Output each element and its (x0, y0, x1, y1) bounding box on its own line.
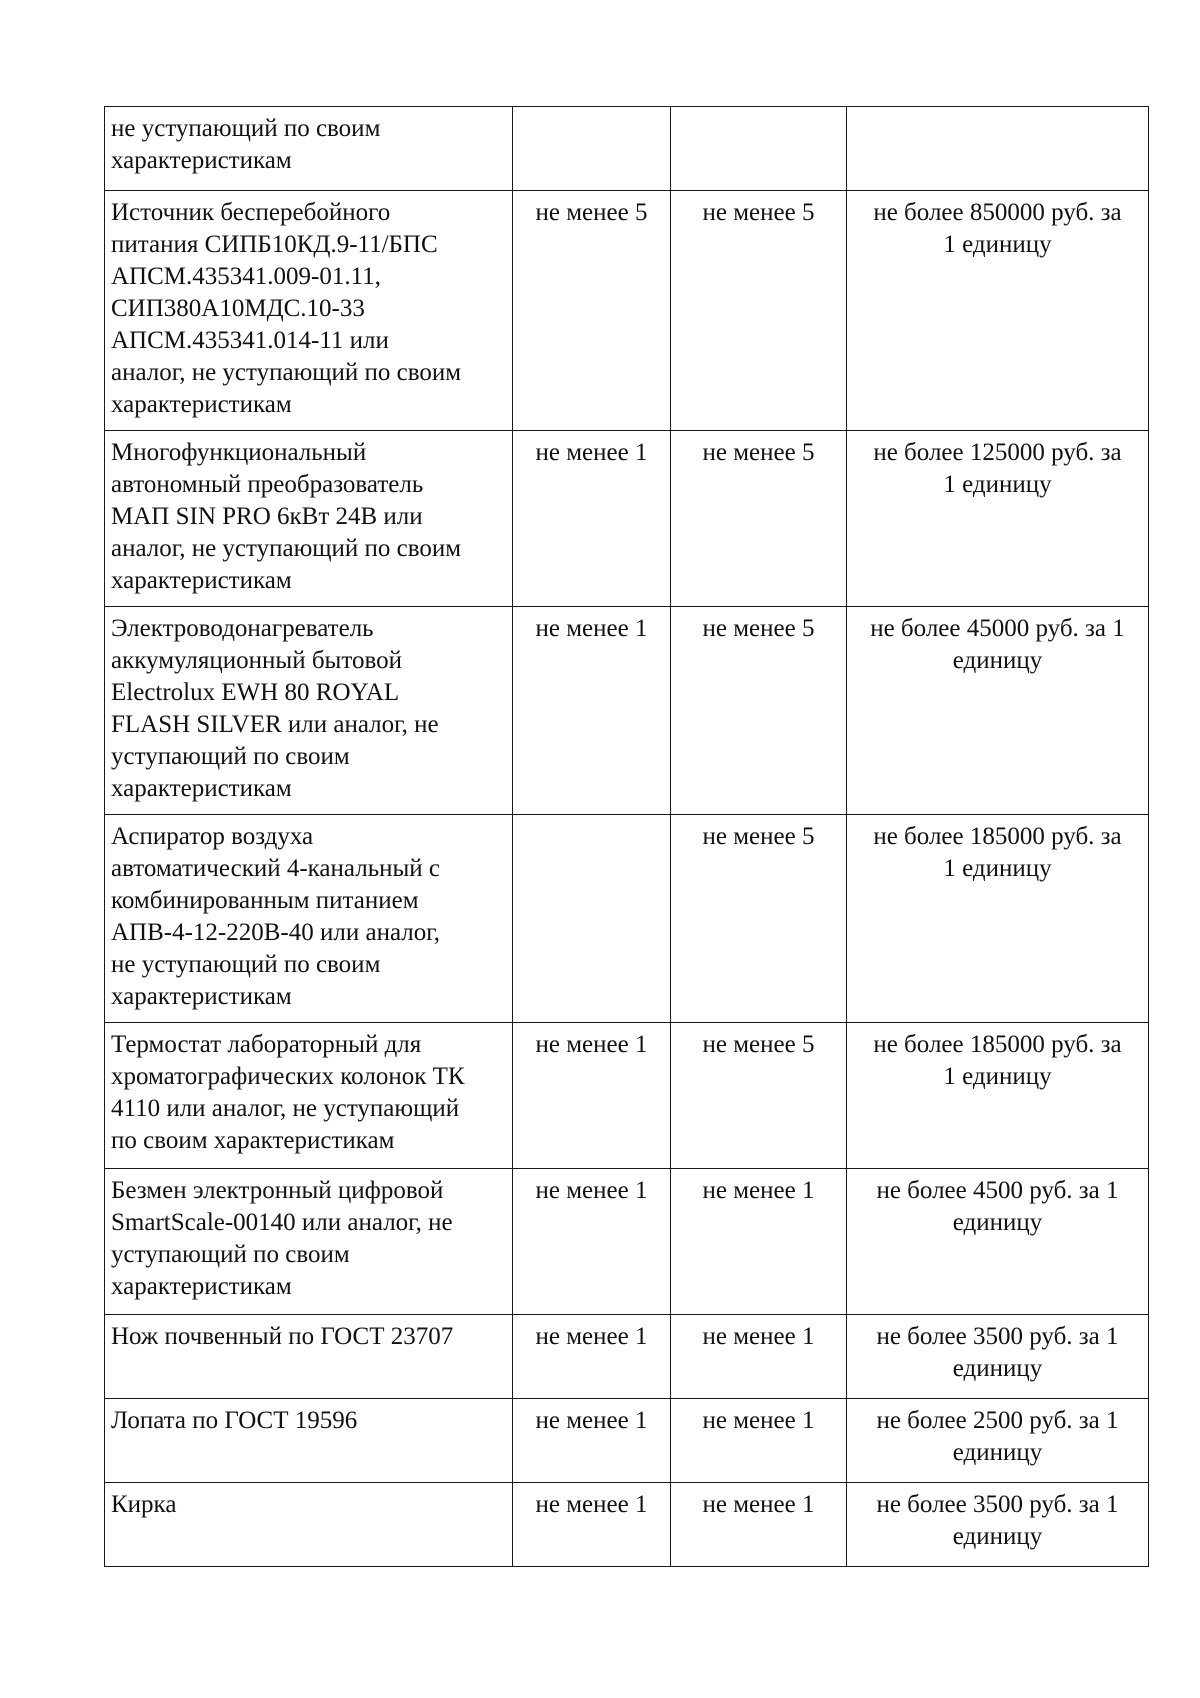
min-quantity-cell (513, 607, 671, 815)
max-price: не более 125000 руб. за 1 единицу (873, 439, 1122, 498)
item-name-cell (105, 1023, 513, 1169)
min-quantity-2: не менее 1 (702, 1491, 815, 1518)
item-name-cell (105, 1169, 513, 1315)
min-quantity: не менее 1 (535, 1323, 648, 1350)
min-quantity-cell (513, 1483, 671, 1567)
min-quantity-2-cell (671, 1399, 847, 1483)
item-name-cell (105, 107, 513, 191)
max-price-cell (847, 1315, 1149, 1399)
item-name-cell (105, 1315, 513, 1399)
min-quantity-2: не менее 1 (702, 1323, 815, 1350)
item-name: Многофункциональный автономный преобразователь МАП SIN PRO 6кВт 24В или аналог, не уступающий по своим характеристикам (111, 439, 462, 594)
item-name: Источник бесперебойного питания СИПБ10КД.9-11/БПС АПСМ.435341.009-01.11, СИП380А10МДС.10-33 АПСМ.435341.014-11 или аналог, не уступающий по своим характеристикам (111, 199, 462, 418)
max-price-cell (847, 191, 1149, 431)
min-quantity: не менее 1 (535, 1177, 648, 1204)
min-quantity-2: не менее 1 (702, 1407, 815, 1434)
min-quantity-cell (513, 1315, 671, 1399)
item-name: Термостат лабораторный для хроматографических колонок ТК 4110 или аналог, не уступающий по своим характеристикам (111, 1031, 465, 1154)
max-price: не более 4500 руб. за 1 единицу (876, 1177, 1119, 1236)
min-quantity-cell (513, 815, 671, 1023)
item-name-cell (105, 1483, 513, 1567)
max-price: не более 850000 руб. за 1 единицу (873, 199, 1122, 258)
min-quantity: не менее 1 (535, 615, 648, 642)
max-price-cell (847, 1399, 1149, 1483)
min-quantity-2: не менее 5 (702, 439, 815, 466)
item-name-cell (105, 1399, 513, 1483)
table-row (105, 431, 1149, 607)
min-quantity-2-cell (671, 1023, 847, 1169)
min-quantity: не менее 1 (535, 1407, 648, 1434)
item-name: Лопата по ГОСТ 19596 (111, 1407, 358, 1434)
item-name: Кирка (111, 1491, 177, 1518)
item-name-cell (105, 431, 513, 607)
table-row (105, 1483, 1149, 1567)
item-name: Электроводонагреватель аккумуляционный бытовой Electrolux EWH 80 ROYAL FLASH SILVER или аналог, не уступающий по своим характеристикам (111, 615, 439, 802)
table-row (105, 1169, 1149, 1315)
min-quantity-2: не менее 1 (702, 1177, 815, 1204)
min-quantity-2-cell (671, 431, 847, 607)
min-quantity-cell (513, 107, 671, 191)
min-quantity-2: не менее 5 (702, 823, 815, 850)
min-quantity-cell (513, 1399, 671, 1483)
table-row (105, 107, 1149, 191)
item-name-cell (105, 815, 513, 1023)
table-row (105, 607, 1149, 815)
min-quantity-2-cell (671, 191, 847, 431)
table-row (105, 1315, 1149, 1399)
min-quantity-2-cell (671, 1169, 847, 1315)
min-quantity-2-cell (671, 1483, 847, 1567)
min-quantity-cell (513, 191, 671, 431)
min-quantity-2-cell (671, 815, 847, 1023)
item-name: Аспиратор воздуха автоматический 4-канальный с комбинированным питанием АПВ-4-12-220В-40 или аналог, не уступающий по своим характеристикам (111, 823, 441, 1010)
max-price: не более 45000 руб. за 1 единицу (870, 615, 1125, 674)
max-price-cell (847, 815, 1149, 1023)
table-row (105, 191, 1149, 431)
max-price-cell (847, 607, 1149, 815)
min-quantity-cell (513, 1023, 671, 1169)
max-price-cell (847, 1169, 1149, 1315)
max-price: не более 2500 руб. за 1 единицу (876, 1407, 1119, 1466)
min-quantity: не менее 1 (535, 439, 648, 466)
item-name-cell (105, 607, 513, 815)
min-quantity-2-cell (671, 1315, 847, 1399)
max-price-cell (847, 1023, 1149, 1169)
min-quantity-2: не менее 5 (702, 1031, 815, 1058)
max-price: не более 3500 руб. за 1 единицу (876, 1323, 1119, 1382)
min-quantity-2: не менее 5 (702, 615, 815, 642)
max-price-cell (847, 107, 1149, 191)
min-quantity: не менее 5 (535, 199, 648, 226)
min-quantity-2-cell (671, 607, 847, 815)
item-name: Нож почвенный по ГОСТ 23707 (111, 1323, 454, 1350)
item-name: Безмен электронный цифровой SmartScale-00140 или аналог, не уступающий по своим характеристикам (111, 1177, 453, 1300)
max-price: не более 185000 руб. за 1 единицу (873, 823, 1122, 882)
max-price-cell (847, 1483, 1149, 1567)
max-price-cell (847, 431, 1149, 607)
min-quantity-2: не менее 5 (702, 199, 815, 226)
min-quantity: не менее 1 (535, 1491, 648, 1518)
table-row (105, 1399, 1149, 1483)
min-quantity-cell (513, 1169, 671, 1315)
min-quantity: не менее 1 (535, 1031, 648, 1058)
equipment-table (104, 106, 1149, 1567)
item-name: не уступающий по своим характеристикам (111, 115, 381, 174)
table-row (105, 815, 1149, 1023)
table-row (105, 1023, 1149, 1169)
max-price: не более 185000 руб. за 1 единицу (873, 1031, 1122, 1090)
min-quantity-2-cell (671, 107, 847, 191)
min-quantity-cell (513, 431, 671, 607)
max-price: не более 3500 руб. за 1 единицу (876, 1491, 1119, 1550)
item-name-cell (105, 191, 513, 431)
